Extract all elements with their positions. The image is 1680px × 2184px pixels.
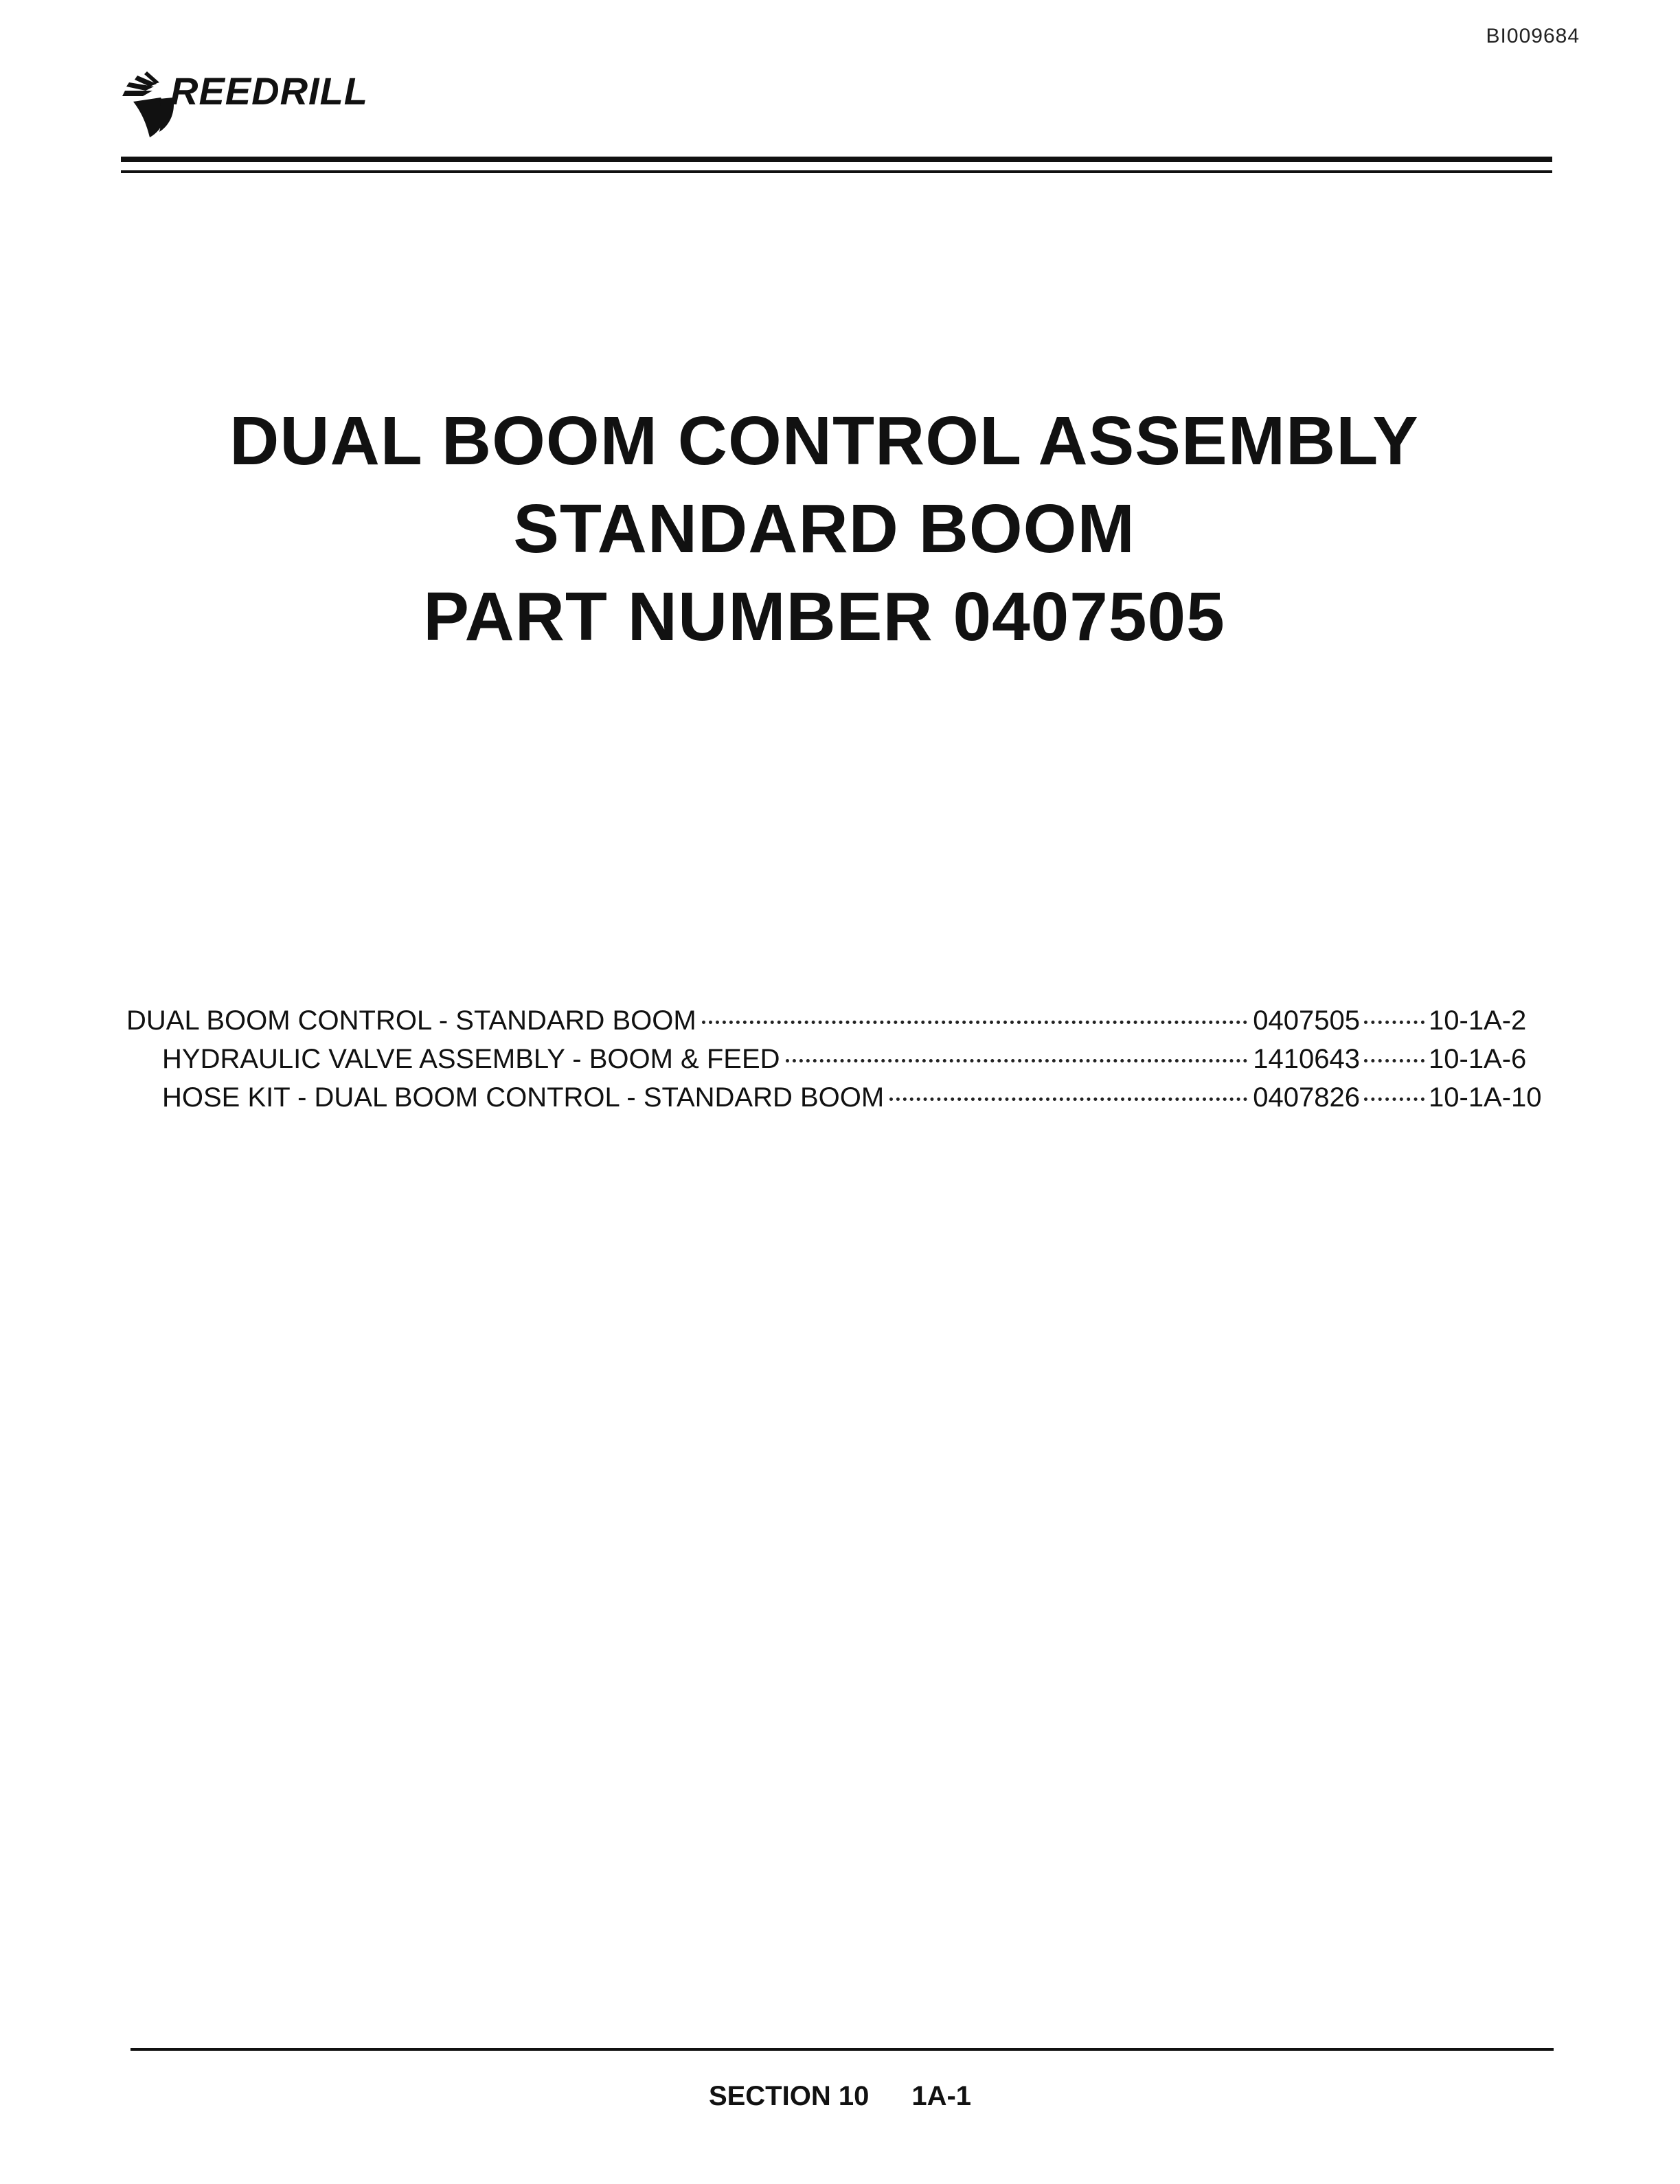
toc-entry-part-number: 1410643 [1253, 1044, 1360, 1074]
page-title [0, 397, 1680, 661]
toc-entry[interactable] [126, 1078, 1559, 1117]
toc-entry-label: DUAL BOOM CONTROL - STANDARD BOOM [126, 1005, 696, 1036]
toc-entry-page: 10-1A-6 [1429, 1044, 1527, 1074]
brand-logo [120, 63, 368, 139]
table-of-contents [126, 1001, 1559, 1117]
page-footer [0, 2081, 1680, 2112]
header-rule-thick [121, 157, 1552, 162]
leader-dots [1364, 1059, 1424, 1062]
header-rule-thin [121, 170, 1552, 173]
title-line-1: DUAL BOOM CONTROL ASSEMBLY [229, 402, 1419, 479]
toc-entry-part-number: 0407826 [1253, 1082, 1360, 1113]
toc-entry-page: 10-1A-10 [1429, 1082, 1542, 1113]
toc-entry-label: HOSE KIT - DUAL BOOM CONTROL - STANDARD BOOM [162, 1082, 885, 1113]
footer-page-number: 1A-1 [911, 2081, 972, 2111]
leader-dots [889, 1097, 1247, 1101]
brand-name: REEDRILL [170, 69, 368, 113]
leader-dots [702, 1021, 1248, 1024]
toc-entry-part-number: 0407505 [1253, 1005, 1360, 1036]
footer-section: SECTION 10 [708, 2081, 870, 2111]
document-id: BI009684 [1486, 25, 1580, 47]
toc-entry[interactable] [126, 1040, 1559, 1078]
title-line-3: PART NUMBER 0407505 [423, 578, 1225, 655]
leader-dots [1364, 1021, 1424, 1024]
leader-dots [1364, 1097, 1424, 1101]
footer-rule [130, 2048, 1554, 2051]
toc-entry-label: HYDRAULIC VALVE ASSEMBLY - BOOM & FEED [162, 1044, 780, 1074]
toc-entry[interactable] [126, 1001, 1559, 1040]
title-line-2: STANDARD BOOM [513, 490, 1135, 567]
toc-entry-page: 10-1A-2 [1429, 1005, 1527, 1036]
leader-dots [786, 1059, 1248, 1062]
